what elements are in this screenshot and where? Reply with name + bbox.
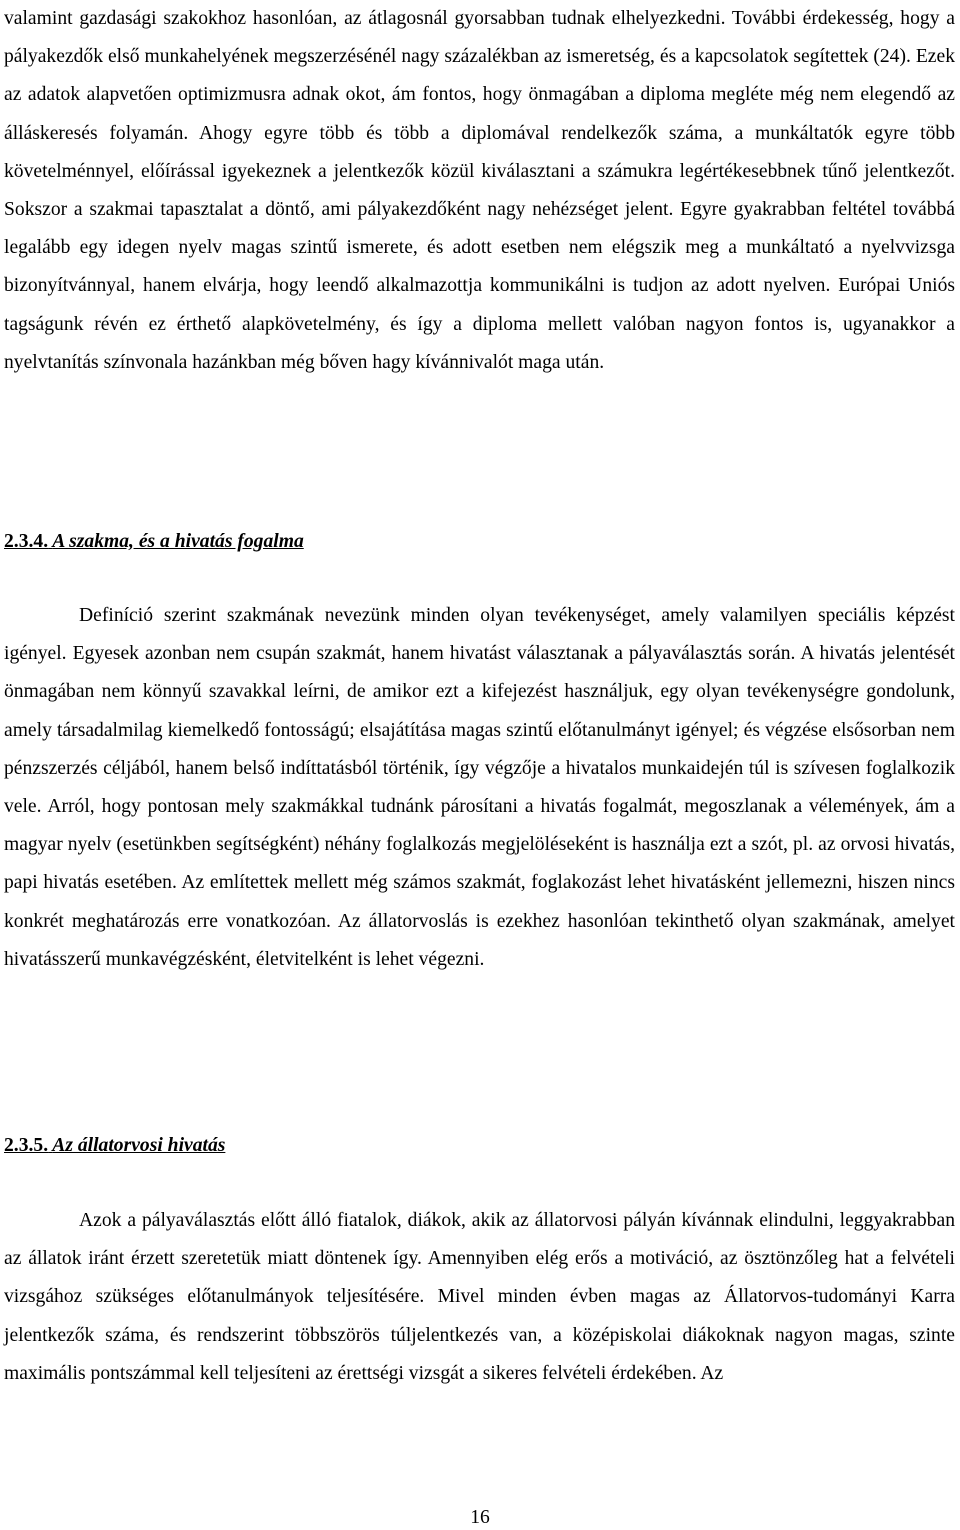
- page-number: 16: [470, 1507, 490, 1528]
- section-heading-2-3-5: [4, 1134, 225, 1158]
- section-number-2-3-4: 2.3.4.: [4, 531, 49, 552]
- body-paragraph-allatorvosi-hivatas: Azok a pályaválasztás előtt álló fiatalok, diákok, akik az állatorvosi pályán kívánnak elindulni, leggyakrabban az állatok iránt érzett szeretetük miatt döntenek így. Amennyiben elég erős a motiváció, az ösztönzőleg hat a felvételi vizsgához szükséges előtanulmányok teljesítésére. Mivel minden évben magas az Állatorvos-tudományi Karra jelentkezők száma, és rendszerint többszörös túljelentkezés van, a középiskolai diákoknak nagyon magas, szinte maximális pontszámmal kell teljesíteni az érettségi vizsgát a sikeres felvételi érdekében. Az: [4, 1210, 955, 1384]
- section-heading-2-3-4: [4, 530, 304, 554]
- body-paragraph-szakma-hivatas: Definíció szerint szakmának nevezünk minden olyan tevékenységet, amely valamilyen speciális képzést igényel. Egyesek azonban nem csupán szakmát, hanem hivatást választanak a pályaválasztás során. A hivatás jelentését önmagában nem könnyű szavakkal leírni, de amikor ezt a kifejezést használjuk, egy olyan tevékenységre gondolunk, amely társadalmilag kiemelkedő fontosságú; elsajátítása magas szintű előtanulmányt igényel; és végzése elsősorban nem pénzszerzés céljából, hanem belső indíttatásból történik, így végzője a hivatalos munkaidején túl is szívesen foglalkozik vele. Arról, hogy pontosan mely szakmákkal tudnánk párosítani a hivatás fogalmát, megoszlanak a vélemények, ám a magyar nyelv (esetünkben segítségként) néhány foglalkozás megjelöléseként is használja ezt a szót, pl. az orvosi hivatás, papi hivatás esetében. Az említettek mellett még számos szakmát, foglakozást lehet hivatásként jellemezni, hiszen nincs konkrét meghatározás erre vonatkozóan. Az állatorvoslás is ezekhez hasonlóan tekinthető olyan szakmának, amelyet hivatásszerű munkavégzésként, életvitelként is lehet végezni.: [4, 605, 955, 970]
- section-title-2-3-5: Az állatorvosi hivatás: [52, 1135, 226, 1156]
- section-number-2-3-5: 2.3.5.: [4, 1135, 49, 1156]
- body-paragraph-continuation: valamint gazdasági szakokhoz hasonlóan, az átlagosnál gyorsabban tudnak elhelyezkedni. További érdekesség, hogy a pályakezdők első munkahelyének megszerzésénél nagy százalékban az ismeretség, és a kapcsolatok segítettek (24). Ezek az adatok alapvetően optimizmusra adnak okot, ám fontos, hogy önmagában a diploma megléte még nem elegendő az álláskeresés folyamán. Ahogy egyre több és több a diplomával rendelkezők száma, a munkáltatók egyre több követelménnyel, előírással igyekeznek a jelentkezők közül kiválasztani a számukra legértékesebbnek tűnő jelentkezőt. Sokszor a szakmai tapasztalat a döntő, ami pályakezdőként nagy nehézséget jelent. Egyre gyakrabban feltétel továbbá legalább egy idegen nyelv magas szintű ismerete, és adott esetben nem elégszik meg a munkáltató a nyelvvizsga bizonyítvánnyal, hanem elvárja, hogy leendő alkalmazottja kommunikálni is tudjon az adott nyelven. Európai Uniós tagságunk révén ez érthető alapkövetelmény, és így a diploma mellett valóban nagyon fontos is, ugyanakkor a nyelvtanítás színvonala hazánkban még bőven hagy kívánnivalót maga után.: [4, 8, 955, 373]
- section-title-2-3-4: A szakma, és a hivatás fogalma: [52, 531, 304, 552]
